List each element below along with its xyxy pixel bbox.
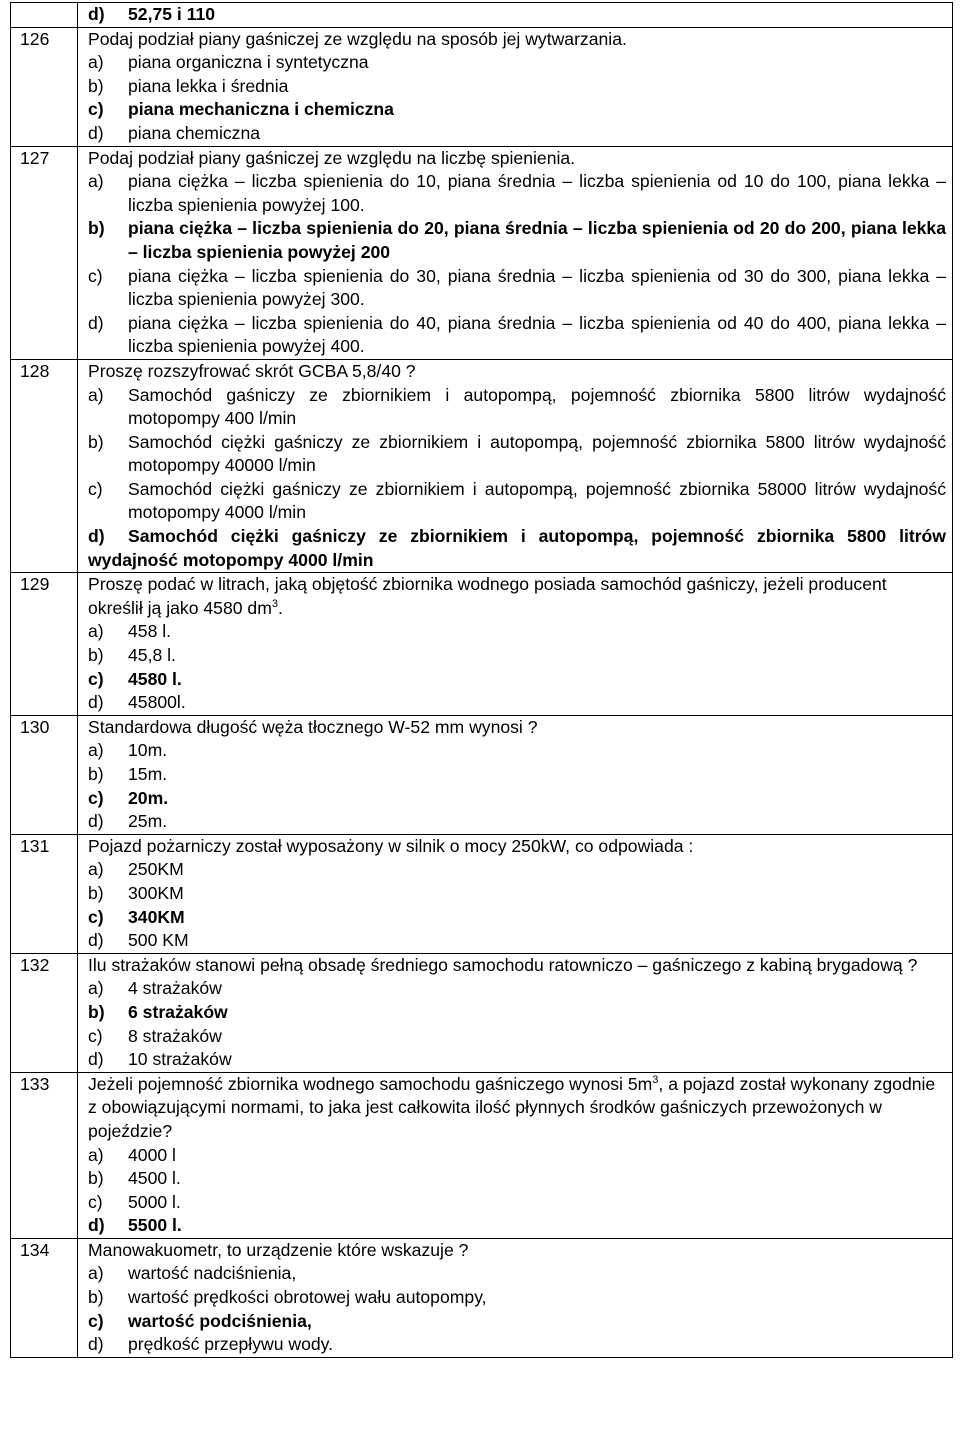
option-text: Samochód ciężki gaśniczy ze zbiornikiem i autopompą, pojemność zbiornika 5800 litrów wydajność motopompy 4000 l/min (88, 526, 946, 570)
answer-option (88, 1167, 946, 1191)
answer-option (88, 644, 946, 668)
answer-option (88, 1191, 946, 1215)
question-cell (78, 146, 953, 359)
question-row (11, 1072, 953, 1238)
option-text: wartość prędkości obrotowej wału autopompy, (128, 1287, 487, 1308)
question-text (88, 835, 946, 859)
option-text: 8 strażaków (128, 1025, 222, 1046)
question-text (88, 716, 946, 740)
option-letter: d) (88, 930, 104, 951)
question-number: 127 (11, 146, 78, 359)
question-text-main: Manowakuometr, to urządzenie które wskazuje ? (88, 1239, 469, 1260)
question-text-main: Pojazd pożarniczy został wyposażony w silnik o mocy 250kW, co odpowiada : (88, 835, 694, 856)
answer-option (88, 217, 946, 264)
option-text: 5500 l. (128, 1215, 182, 1236)
question-number: 131 (11, 834, 78, 953)
answer-option (88, 1310, 946, 1334)
answer-option (88, 51, 946, 75)
option-text: 52,75 i 110 (128, 4, 216, 24)
question-row (11, 359, 953, 572)
option-text: piana organiczna i syntetyczna (128, 52, 369, 73)
answer-option (88, 620, 946, 644)
option-text: piana ciężka – liczba spienienia do 40, piana średnia – liczba spienienia od 40 do 400, piana lekka – liczba spienienia powyżej 400. (128, 312, 946, 357)
question-text-main: Proszę rozszyfrować skrót GCBA 5,8/40 ? (88, 360, 416, 381)
question-cell (78, 1072, 953, 1238)
option-letter: c) (88, 906, 104, 927)
option-letter: a) (88, 1144, 104, 1165)
question-text (88, 573, 946, 620)
option-letter: a) (88, 740, 104, 761)
option-text: Samochód ciężki gaśniczy ze zbiornikiem i autopompą, pojemność zbiornika 5800 litrów wydajność motopompy 40000 l/min (128, 431, 946, 476)
option-text: 20m. (128, 787, 169, 808)
option-text: 45,8 l. (128, 645, 176, 666)
option-letter: d) (88, 4, 105, 24)
answer-option (88, 1048, 946, 1072)
option-text: wartość podciśnienia, (128, 1310, 312, 1331)
question-row (11, 573, 953, 716)
option-text: prędkość przepływu wody. (128, 1334, 334, 1355)
question-number: 133 (11, 1072, 78, 1238)
option-letter: c) (88, 265, 103, 286)
option-letter: c) (88, 478, 103, 499)
option-text: piana ciężka – liczba spienienia do 20, piana średnia – liczba spienienia od 20 do 200, piana lekka – liczba spienienia powyżej 200 (128, 218, 946, 262)
question-text (88, 147, 946, 171)
answer-option (88, 787, 946, 811)
question-text-main: Ilu strażaków stanowi pełną obsadę średniego samochodu ratowniczo – gaśniczego z kabiną brygadową ? (88, 954, 918, 975)
option-letter: d) (88, 1215, 105, 1236)
option-letter: a) (88, 171, 104, 192)
answer-option (88, 122, 946, 146)
quiz-table-body (11, 3, 953, 1358)
option-text: piana ciężka – liczba spienienia do 10, piana średnia – liczba spienienia od 10 do 100, piana lekka – liczba spienienia powyżej 100. (128, 171, 946, 215)
option-text: 15m. (128, 764, 168, 784)
option-letter: b) (88, 882, 104, 903)
option-text: 10m. (128, 740, 168, 761)
question-cell (78, 834, 953, 953)
question-row (11, 834, 953, 953)
option-text: 4 strażaków (128, 978, 222, 999)
option-text: 340KM (128, 906, 185, 927)
question-row (11, 146, 953, 359)
answer-option (88, 882, 946, 906)
question-row (11, 1238, 953, 1357)
answer-option (88, 1214, 946, 1238)
option-text: piana ciężka – liczba spienienia do 30, piana średnia – liczba spienienia od 30 do 300, piana lekka – liczba spienienia powyżej 300. (128, 265, 946, 310)
question-row (11, 953, 953, 1072)
option-letter: b) (88, 1287, 104, 1308)
answer-option (88, 98, 946, 122)
question-number: 130 (11, 715, 78, 834)
option-letter: d) (88, 1334, 104, 1355)
question-row (11, 715, 953, 834)
option-letter: a) (88, 384, 104, 405)
option-letter: c) (88, 1191, 103, 1212)
question-number: 126 (11, 27, 78, 146)
question-cell (78, 1238, 953, 1357)
quiz-table (10, 2, 953, 1358)
answer-option (88, 3, 946, 27)
question-text (88, 28, 946, 52)
question-text-cont: , a pojazd został wykonany zgodnie z obowiązującymi normami, to jaka jest całkowita ilość płynnych środków gaśniczych przewożonych w pojeździe? (88, 1073, 936, 1141)
answer-option (88, 763, 946, 787)
question-cell (78, 359, 953, 572)
question-cell (78, 953, 953, 1072)
option-letter: c) (88, 1025, 103, 1046)
answer-option (88, 858, 946, 882)
option-text: piana mechaniczna i chemiczna (128, 99, 394, 120)
answer-option (88, 478, 946, 525)
option-letter: a) (88, 859, 104, 880)
question-text-main: Proszę podać w litrach, jaką objętość zbiornika wodnego posiada samochód gaśniczy, jeżeli producent określił ją jako 4580 dm (88, 574, 887, 618)
option-text: 45800l. (128, 692, 186, 713)
option-letter: a) (88, 978, 104, 999)
question-text-main: Standardowa długość węża tłocznego W-52 mm wynosi ? (88, 716, 538, 737)
option-letter: b) (88, 764, 104, 784)
option-letter: c) (88, 99, 104, 120)
question-text (88, 954, 946, 978)
answer-option (88, 312, 946, 359)
option-text: 10 strażaków (128, 1049, 232, 1070)
question-text-cont: . (277, 597, 283, 618)
option-text: 458 l. (128, 621, 172, 642)
option-letter: a) (88, 1263, 104, 1284)
option-text: 6 strażaków (128, 1001, 228, 1022)
option-letter: a) (88, 52, 104, 73)
option-text: Samochód ciężki gaśniczy ze zbiornikiem i autopompą, pojemność zbiornika 58000 litrów wydajność motopompy 4000 l/min (128, 478, 946, 523)
option-text: 500 KM (128, 930, 189, 951)
option-text: 4500 l. (128, 1168, 181, 1189)
question-text (88, 1239, 946, 1263)
answer-option (88, 1333, 946, 1357)
option-letter: d) (88, 526, 105, 547)
option-letter: d) (88, 1049, 104, 1070)
option-letter: b) (88, 645, 104, 666)
option-text: 5000 l. (128, 1191, 181, 1212)
option-letter: d) (88, 122, 104, 143)
option-text: 4580 l. (128, 668, 182, 689)
answer-option (88, 1144, 946, 1168)
question-cell (78, 3, 953, 28)
option-letter: b) (88, 1001, 105, 1022)
answer-option (88, 1025, 946, 1049)
option-letter: b) (88, 75, 104, 96)
answer-option (88, 525, 946, 572)
answer-option (88, 1001, 946, 1025)
superscript: 3 (652, 1073, 659, 1086)
question-number: 128 (11, 359, 78, 572)
answer-option (88, 691, 946, 715)
answer-option (88, 384, 946, 431)
answer-option (88, 810, 946, 834)
option-text: wartość nadciśnienia, (128, 1263, 297, 1284)
option-text: 25m. (128, 811, 168, 832)
answer-option (88, 739, 946, 763)
superscript: 3 (271, 597, 278, 610)
question-row (11, 3, 953, 28)
option-letter: d) (88, 811, 104, 832)
answer-option (88, 170, 946, 217)
option-text: piana lekka i średnia (128, 75, 289, 96)
answer-option (88, 431, 946, 478)
answer-option (88, 265, 946, 312)
option-text: piana chemiczna (128, 122, 261, 143)
answer-option (88, 1262, 946, 1286)
question-text-main: Podaj podział piany gaśniczej ze względu na liczbę spienienia. (88, 147, 576, 168)
option-text: 250KM (128, 859, 184, 880)
answer-option (88, 977, 946, 1001)
option-letter: c) (88, 1310, 104, 1331)
answer-option (88, 929, 946, 953)
question-text (88, 1073, 946, 1144)
option-letter: b) (88, 1168, 104, 1189)
answer-option (88, 1286, 946, 1310)
option-letter: d) (88, 312, 104, 333)
question-cell (78, 715, 953, 834)
option-text: Samochód gaśniczy ze zbiornikiem i autopompą, pojemność zbiornika 5800 litrów wydajność motopompy 400 l/min (128, 384, 946, 429)
question-text-main: Podaj podział piany gaśniczej ze względu na sposób jej wytwarzania. (88, 28, 627, 49)
question-text-main: Jeżeli pojemność zbiornika wodnego samochodu gaśniczego wynosi 5m (88, 1073, 653, 1094)
question-number: 132 (11, 953, 78, 1072)
option-letter: c) (88, 668, 104, 689)
question-row (11, 27, 953, 146)
option-text: 4000 l (128, 1144, 176, 1165)
question-number: 134 (11, 1238, 78, 1357)
question-text (88, 360, 946, 384)
option-letter: a) (88, 621, 104, 642)
question-cell (78, 573, 953, 716)
option-letter: c) (88, 787, 104, 808)
question-number (11, 3, 78, 28)
answer-option (88, 906, 946, 930)
answer-option (88, 75, 946, 99)
option-letter: b) (88, 431, 104, 452)
option-text: 300KM (128, 882, 184, 903)
question-cell (78, 27, 953, 146)
option-letter: b) (88, 218, 105, 239)
option-letter: d) (88, 692, 104, 713)
question-number: 129 (11, 573, 78, 716)
answer-option (88, 668, 946, 692)
